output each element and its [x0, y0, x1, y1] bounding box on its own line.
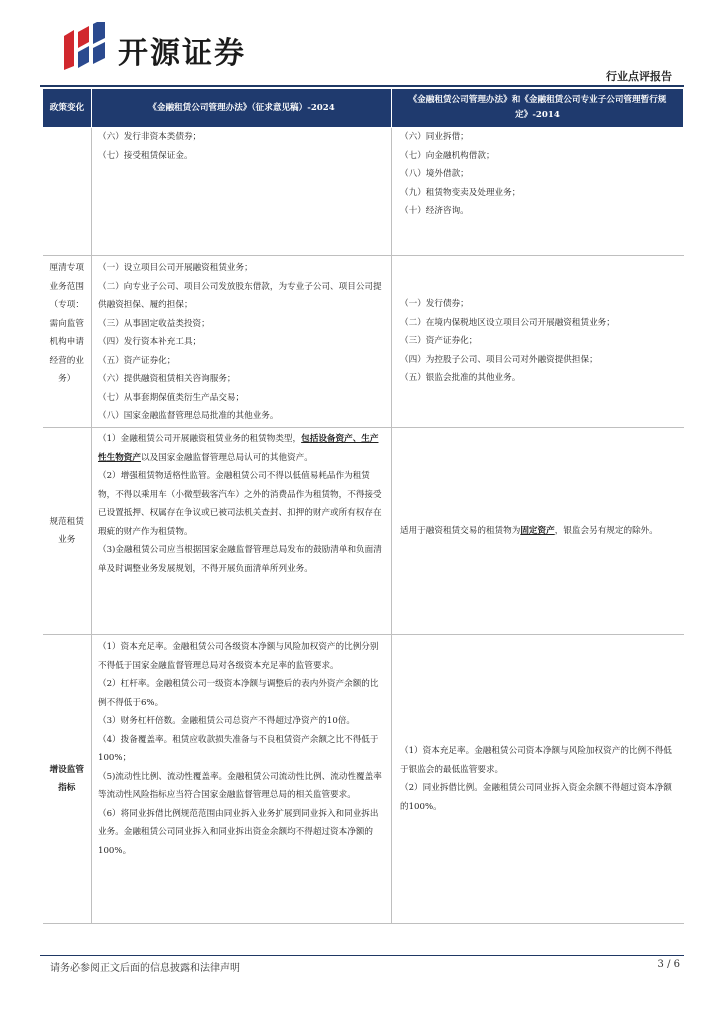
list-item: （四）为控股子公司、项目公司对外融资提供担保；	[400, 354, 598, 365]
list-item: （八）境外借款；	[400, 169, 469, 179]
paragraph: （1）资本充足率。金融租赁公司各级资本净额与风险加权资产的比例分别不得低于国家金融监督管理总局对各级资本充足率的监管要求。	[98, 642, 379, 671]
list-item: （七）向金融机构借款；	[400, 150, 495, 161]
brand-logo	[58, 22, 278, 74]
row-2014-cell	[392, 428, 684, 635]
row-label: 厘清专项业务范围（专项：需向监管机构申请经营的业务）	[43, 256, 92, 428]
row-label: 增设监管指标	[43, 635, 92, 924]
header-policy-change: 政策变化	[43, 89, 92, 128]
paragraph: （2）同业拆借比例。金融租赁公司同业拆入资金余额不得超过资本净额的100%。	[400, 783, 672, 812]
header-2024-draft: 《金融租赁公司管理办法》（征求意见稿）-2024	[92, 89, 392, 128]
list-item: （二）在境内保税地区设立项目公司开展融资租赁业务；	[400, 317, 615, 328]
list-item: （五）银监会批准的其他业务。	[400, 373, 521, 384]
top-divider	[40, 85, 684, 87]
table-row	[43, 256, 684, 428]
paragraph: （2）增强租赁物适格性监管。金融租赁公司不得以低值易耗品作为租赁物，不得以乘用车（小微型载客汽车）之外的消费品作为租赁物，不得接受已设置抵押、权属存在争议或已被司法机关查封、扣押的财产或所有权存在瑕疵的财产作为租赁物。	[98, 471, 382, 537]
list-item: （六）同业拆借；	[400, 132, 469, 142]
list-item: （三）从事固定收益类投资；	[98, 318, 210, 329]
row-label	[43, 128, 92, 256]
list-item: （十）经济咨询。	[400, 206, 469, 216]
row-2024-cell	[92, 128, 392, 256]
list-item: （四）发行资本补充工具；	[98, 337, 202, 347]
list-item: （一）发行债券；	[400, 299, 469, 310]
list-item: （七）从事套期保值类衍生产品交易；	[98, 392, 245, 403]
text-segment: （1）金融租赁公司开展融资租赁业务的租赁物类型，	[98, 434, 302, 444]
paragraph	[400, 522, 680, 541]
page-number: 3 / 6	[657, 959, 680, 970]
logo-text: 开源证券	[118, 36, 246, 71]
list-item: （五）资产证券化；	[98, 355, 176, 366]
paragraph: （3)金融租赁公司应当根据国家金融监督管理总局发布的鼓励清单和负面清单及时调整业务发展规划，不得开展负面清单所列业务。	[98, 545, 382, 574]
list-item: （六）发行非资本类债券；	[98, 132, 202, 142]
paragraph: （6）将同业拆借比例规范范围由同业拆入业务扩展到同业拆入和同业拆出业务。金融租赁公司同业拆入和同业拆出资金余额均不得超过资本净额的100%。	[98, 808, 379, 856]
highlight-text: 包括设备资产、生产性生物资产	[98, 434, 379, 463]
row-2014-cell	[392, 256, 684, 428]
row-2024-cell	[92, 428, 392, 635]
table-row	[43, 635, 684, 924]
policy-comparison-table	[42, 88, 684, 924]
row-2014-cell	[392, 128, 684, 256]
disclaimer-note: 请务必参阅正文后面的信息披露和法律声明	[50, 963, 240, 974]
list-item: （六）提供融资租赁相关咨询服务；	[98, 374, 236, 384]
text-segment: ，银监会另有规定的除外。	[554, 525, 658, 536]
paragraph: （2）杠杆率。金融租赁公司一级资本净额与调整后的表内外资产余额的比例不得低于6%。	[98, 679, 379, 708]
table-row	[43, 428, 684, 635]
list-item: （七）接受租赁保证金。	[98, 150, 193, 161]
table-row	[43, 128, 684, 256]
list-item: （八）国家金融监督管理总局批准的其他业务。	[98, 411, 279, 421]
text-segment: 适用于融资租赁交易的租赁物为	[400, 525, 521, 536]
paragraph	[98, 430, 387, 467]
row-2014-cell	[392, 635, 684, 924]
bottom-divider	[40, 955, 684, 956]
table-header-row	[43, 89, 684, 128]
paragraph: （5)流动性比例、流动性覆盖率。金融租赁公司流动性比例、流动性覆盖率等流动性风险指标应当符合国家金融监督管理总局的相关监管要求。	[98, 771, 382, 800]
paragraph: （1）资本充足率。金融租赁公司资本净额与风险加权资产的比例不得低于银监会的最低监管要求。	[400, 746, 672, 775]
paragraph: （4）拨备覆盖率。租赁应收款损失准备与不良租赁资产余额之比不得低于100%；	[98, 734, 379, 763]
list-item: （一）设立项目公司开展融资租赁业务；	[98, 263, 253, 273]
list-item: （二）向专业子公司、项目公司发放股东借款，为专业子公司、项目公司提供融资担保、履约担保；	[98, 281, 382, 310]
header-2014-rules: 《金融租赁公司管理办法》和《金融租赁公司专业子公司管理暂行规定》-2014	[392, 89, 684, 128]
row-2024-cell	[92, 256, 392, 428]
report-type: 行业点评报告	[606, 70, 672, 83]
row-label: 规范租赁业务	[43, 428, 92, 635]
text-segment: 以及国家金融监督管理总局认可的其他资产。	[140, 452, 313, 463]
list-item: （九）租赁物变卖及处理业务；	[400, 187, 521, 198]
highlight-text: 固定资产	[520, 525, 555, 536]
list-item: （三）资产证券化；	[400, 336, 478, 347]
row-2024-cell	[92, 635, 392, 924]
paragraph: （3）财务杠杆倍数。金融租赁公司总资产不得超过净资产的10倍。	[98, 716, 356, 726]
logo-mark-icon	[58, 22, 114, 74]
